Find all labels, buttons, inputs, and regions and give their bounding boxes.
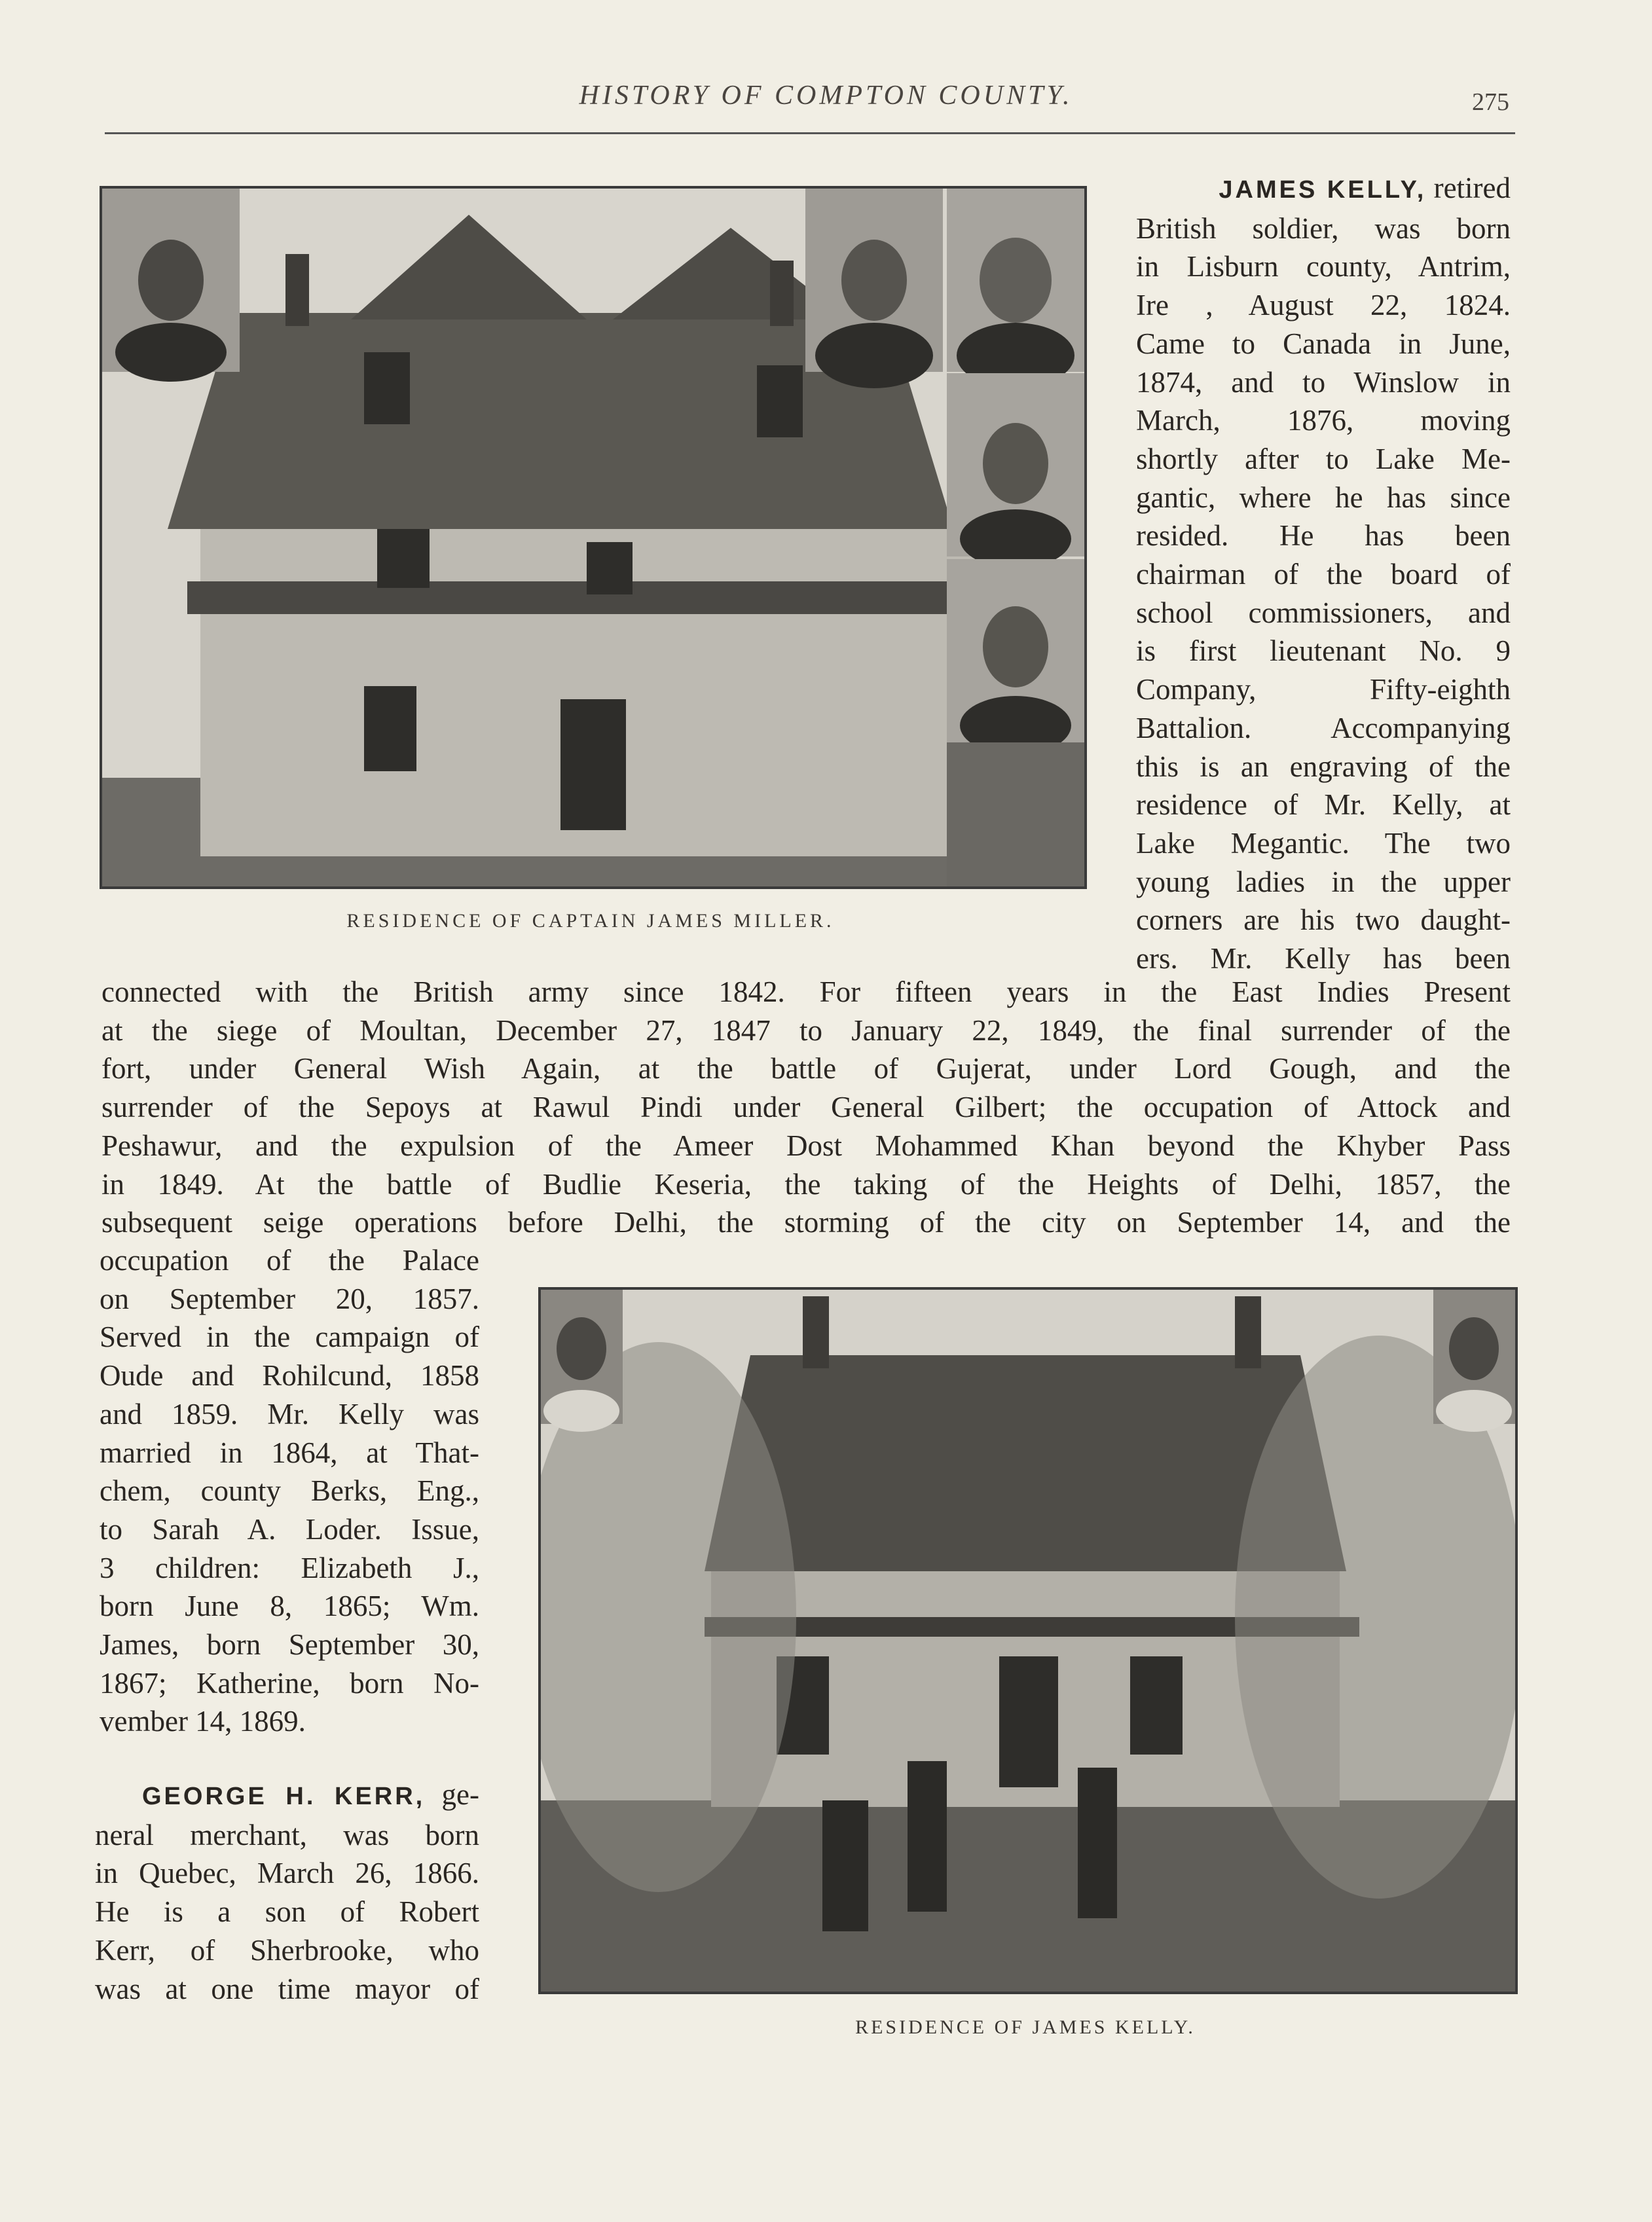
text-line: born June 8, 1865; Wm. [100, 1590, 479, 1623]
text-line: in 1849. At the battle of Budlie Keseria, the taking of the Heights of Delhi, 1857, the [101, 1167, 1511, 1201]
kerr-name-heading: GEORGE H. KERR, [142, 1783, 426, 1810]
text-line: 3 children: Elizabeth J., [100, 1551, 479, 1584]
text-line: chairman of the board of [1136, 558, 1511, 591]
header-rule [105, 132, 1515, 134]
text-line: occupation of the Palace [100, 1244, 479, 1277]
text-line: Company, Fifty-eighth [1136, 673, 1511, 706]
kelly-right-column [1136, 169, 1511, 978]
text-line: 1874, and to Winslow in [1136, 365, 1511, 399]
text-line: was at one time mayor of [95, 1972, 479, 2005]
text-line: is first lieutenant No. 9 [1136, 634, 1511, 668]
text-line: on September 20, 1857. [100, 1282, 479, 1315]
text-line: married in 1864, at That- [100, 1436, 479, 1469]
miller-house-illustration [102, 189, 1084, 886]
text-line: Peshawur, and the expulsion of the Ameer Dost Mohammed Khan beyond the Khyber Pass [101, 1129, 1511, 1162]
page-number: 275 [1472, 88, 1509, 116]
text-line: connected with the British army since 1842. For fifteen years in the East Indies Present [101, 975, 1511, 1008]
text-line: neral merchant, was born [95, 1818, 479, 1851]
kelly-residence-photo [538, 1287, 1518, 1994]
text-line: He is a son of Robert [95, 1895, 479, 1929]
text-line: Lake Megantic. The two [1136, 826, 1511, 860]
kelly-first-line: JAMES KELLY, retired [1219, 172, 1511, 204]
kelly-left-column [100, 1241, 479, 1741]
text-line: at the siege of Moultan, December 27, 1847 to January 22, 1849, the final surrender of the [101, 1013, 1511, 1047]
text-line: fort, under General Wish Again, at the battle of Gujerat, under Lord Gough, and the [101, 1052, 1511, 1085]
text-line: Oude and Rohilcund, 1858 [100, 1359, 479, 1393]
text-line: residence of Mr. Kelly, at [1136, 788, 1511, 822]
text-line: Came to Canada in June, [1136, 327, 1511, 360]
kelly-house-illustration [541, 1290, 1515, 1992]
text-line: chem, county Berks, Eng., [100, 1474, 479, 1508]
text-line: this is an engraving of the [1136, 750, 1511, 783]
text-line: British soldier, was born [1136, 211, 1511, 245]
text-line: in Lisburn county, Antrim, [1136, 250, 1511, 283]
kelly-name-heading: JAMES KELLY, [1219, 176, 1427, 204]
text-line: to Sarah A. Loder. Issue, [100, 1512, 479, 1546]
text-line: gantic, where he has since [1136, 481, 1511, 514]
kelly-full-width-paragraph [101, 973, 1511, 1242]
text-line: in Quebec, March 26, 1866. [95, 1857, 479, 1890]
kerr-entry [95, 1776, 479, 2008]
text-line: 1867; Katherine, born No- [100, 1666, 479, 1700]
text-line: resided. He has been [1136, 519, 1511, 553]
text-line: Kerr, of Sherbrooke, who [95, 1933, 479, 1967]
running-title: HISTORY OF COMPTON COUNTY. [579, 81, 1073, 111]
text-line: James, born September 30, [100, 1628, 479, 1662]
text-line: and 1859. Mr. Kelly was [100, 1397, 479, 1430]
text-line: Ire , August 22, 1824. [1136, 289, 1511, 322]
miller-photo-caption: RESIDENCE OF CAPTAIN JAMES MILLER. [346, 910, 835, 932]
text-line: shortly after to Lake Me- [1136, 442, 1511, 475]
text-line: Served in the campaign of [100, 1320, 479, 1354]
text-line: March, 1876, moving [1136, 404, 1511, 437]
text-line: ers. Mr. Kelly has been [1136, 942, 1511, 975]
kerr-first-line: GEORGE H. KERR, ge- [142, 1778, 480, 1811]
text-line: vember 14, 1869. [100, 1705, 306, 1738]
text-line: school commissioners, and [1136, 596, 1511, 629]
text-line: corners are his two daught- [1136, 903, 1511, 937]
text-line: surrender of the Sepoys at Rawul Pindi under General Gilbert; the occupation of Attock and [101, 1091, 1511, 1124]
text-line: young ladies in the upper [1136, 865, 1511, 898]
kelly-photo-caption: RESIDENCE OF JAMES KELLY. [855, 2016, 1196, 2038]
miller-residence-photo [100, 186, 1087, 889]
text-line: Battalion. Accompanying [1136, 711, 1511, 744]
text-line: subsequent seige operations before Delhi, the storming of the city on September 14, and the [101, 1206, 1511, 1239]
